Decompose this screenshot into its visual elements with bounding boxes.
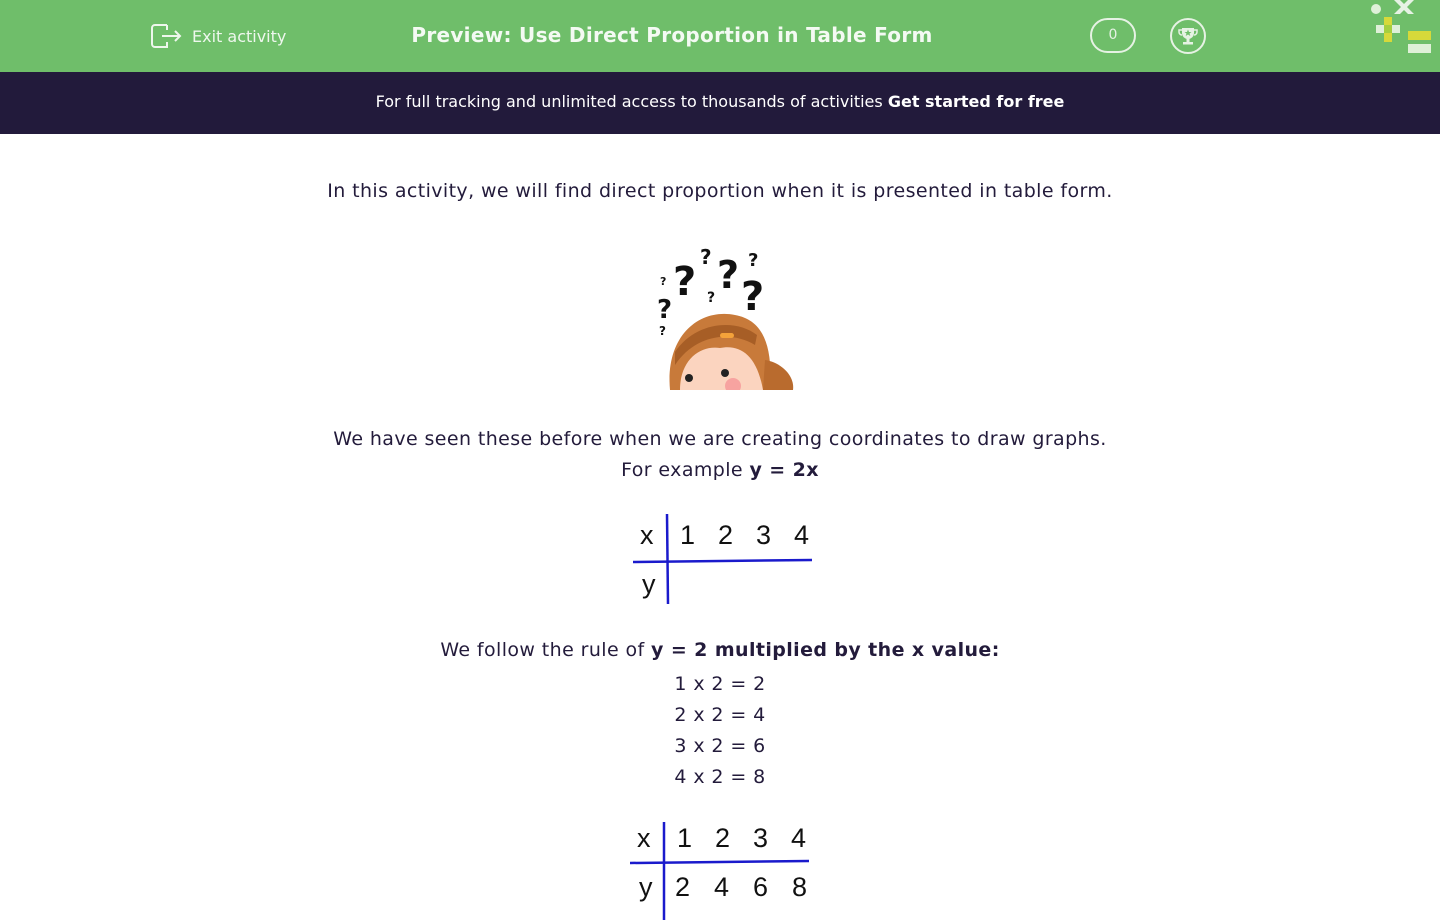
- calculation-line: 3 x 2 = 6: [674, 735, 766, 757]
- calculation-list: [0, 669, 1440, 793]
- example-prefix: For example: [621, 459, 744, 481]
- x-value: 4: [794, 520, 810, 550]
- svg-text:?: ?: [700, 245, 712, 269]
- y-value: 8: [792, 872, 808, 902]
- example-equation: y = 2x: [749, 459, 819, 481]
- x-value: 3: [756, 520, 772, 550]
- calculation-line: 4 x 2 = 8: [674, 766, 766, 788]
- example-line-2: [0, 455, 1440, 486]
- svg-text:?: ?: [657, 295, 673, 325]
- svg-text:?: ?: [659, 324, 666, 338]
- x-value: 3: [753, 823, 769, 853]
- svg-text:?: ?: [748, 250, 759, 271]
- svg-text:?: ?: [673, 259, 697, 305]
- x-label: x: [640, 520, 654, 550]
- y-label: y: [639, 872, 653, 902]
- x-label: x: [637, 823, 651, 853]
- svg-text:?: ?: [717, 253, 740, 297]
- confused-girl-image: [645, 240, 795, 390]
- exit-label: Exit activity: [192, 26, 287, 46]
- calculation-line: 1 x 2 = 2: [674, 673, 766, 695]
- y-value: 2: [675, 872, 691, 902]
- score-badge: 0: [1090, 18, 1136, 53]
- xy-table-empty: [630, 512, 820, 612]
- rule-prefix: We follow the rule of: [440, 639, 645, 661]
- rule-bold: y = 2 multiplied by the x value:: [651, 639, 1000, 661]
- y-label: y: [642, 569, 656, 599]
- get-started-link[interactable]: Get started for free: [887, 92, 1065, 111]
- banner-text: For full tracking and unlimited access to thousands of activities: [375, 92, 883, 111]
- svg-text:?: ?: [741, 274, 765, 320]
- x-value: 4: [791, 823, 807, 853]
- svg-text:?: ?: [660, 275, 667, 288]
- x-value: 1: [680, 520, 696, 550]
- trophy-button[interactable]: [1170, 18, 1206, 54]
- y-value: 4: [714, 872, 730, 902]
- xy-table-filled: [627, 820, 817, 920]
- rule-text: [0, 639, 1440, 661]
- calculation-line: 2 x 2 = 4: [674, 704, 766, 726]
- x-value: 1: [677, 823, 693, 853]
- y-value: 6: [753, 872, 769, 902]
- x-value: 2: [715, 823, 731, 853]
- trophy-icon: [1177, 25, 1199, 47]
- page-title: Preview: Use Direct Proportion in Table Form: [411, 23, 933, 47]
- svg-text:?: ?: [707, 290, 716, 306]
- example-line-1: We have seen these before when we are creating coordinates to draw graphs.: [333, 428, 1107, 450]
- signup-banner: [0, 72, 1440, 134]
- intro-text: In this activity, we will find direct proportion when it is presented in table form.: [327, 180, 1113, 202]
- x-value: 2: [718, 520, 734, 550]
- logo-icon: [1368, 0, 1440, 56]
- example-paragraph: [0, 424, 1440, 486]
- top-bar: [0, 0, 1440, 72]
